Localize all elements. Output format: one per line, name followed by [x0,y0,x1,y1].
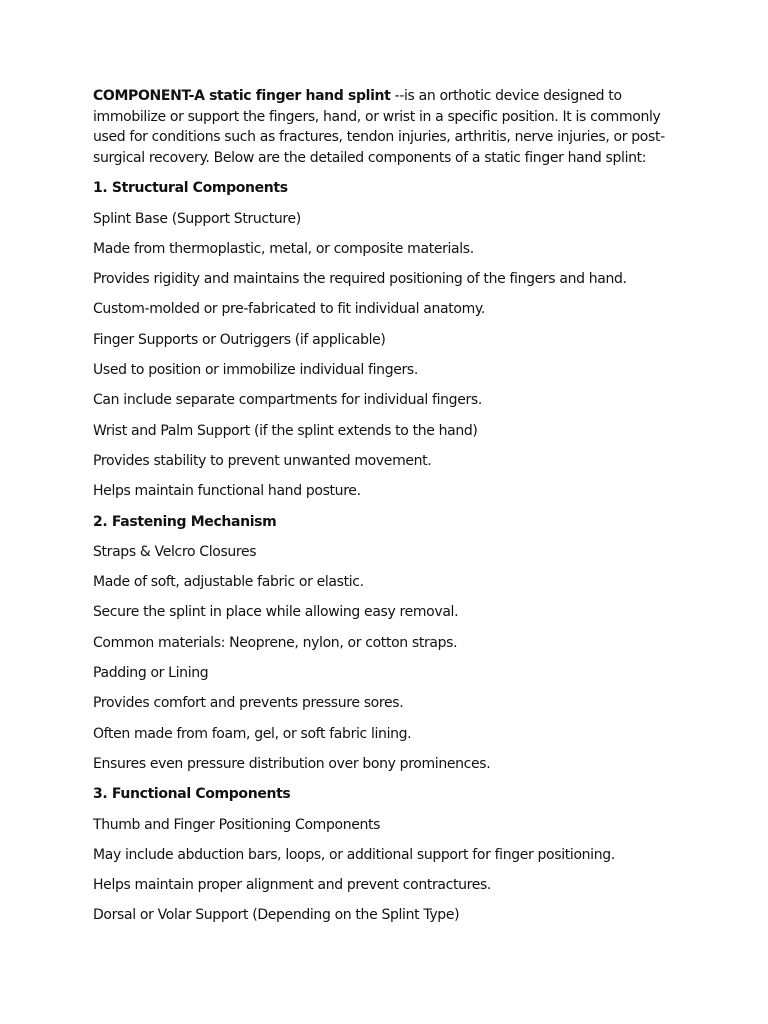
body-line: Common materials: Neoprene, nylon, or cotton straps. [93,634,458,651]
body-line: Padding or Lining [93,665,209,682]
body-line: Provides comfort and prevents pressure sores. [93,695,404,712]
body-line: Finger Supports or Outriggers (if applicable) [93,331,386,348]
section-heading: 2. Fastening Mechanism [93,513,277,530]
body-line: Dorsal or Volar Support (Depending on the Splint Type) [93,907,460,924]
document-page [93,86,673,925]
body-line: Custom-molded or pre-fabricated to fit individual anatomy. [93,301,485,318]
body-line: Thumb and Finger Positioning Components [93,816,381,833]
section-heading: 3. Functional Components [93,786,291,803]
body-line: Ensures even pressure distribution over bony prominences. [93,755,491,772]
intro-text: --is an orthotic device designed to immobilize or support the fingers, hand, or wrist in a specific position. It is commonly used for conditions such as fractures, tendon injuries, arthritis, nerve injuries, or post-surgical recovery. Below are the detailed components of a static finger hand splint: [93,88,665,166]
body-line: Used to position or immobilize individual fingers. [93,362,418,379]
intro-bold-lead: COMPONENT-A static finger hand splint [93,88,391,104]
body-line: Made of soft, adjustable fabric or elastic. [93,574,364,591]
document-body [93,178,673,925]
body-line: Splint Base (Support Structure) [93,210,301,227]
body-line: Secure the splint in place while allowing easy removal. [93,604,459,621]
body-line: Can include separate compartments for individual fingers. [93,392,482,409]
body-line: Made from thermoplastic, metal, or composite materials. [93,240,474,257]
body-line: Provides rigidity and maintains the required positioning of the fingers and hand. [93,271,627,288]
intro-paragraph [93,86,673,168]
body-line: Helps maintain proper alignment and prevent contractures. [93,877,492,894]
body-line: Straps & Velcro Closures [93,543,257,560]
body-line: Wrist and Palm Support (if the splint extends to the hand) [93,422,478,439]
section-heading: 1. Structural Components [93,180,288,197]
body-line: Helps maintain functional hand posture. [93,483,361,500]
body-line: May include abduction bars, loops, or additional support for finger positioning. [93,846,615,863]
body-line: Often made from foam, gel, or soft fabric lining. [93,725,412,742]
body-line: Provides stability to prevent unwanted movement. [93,452,432,469]
